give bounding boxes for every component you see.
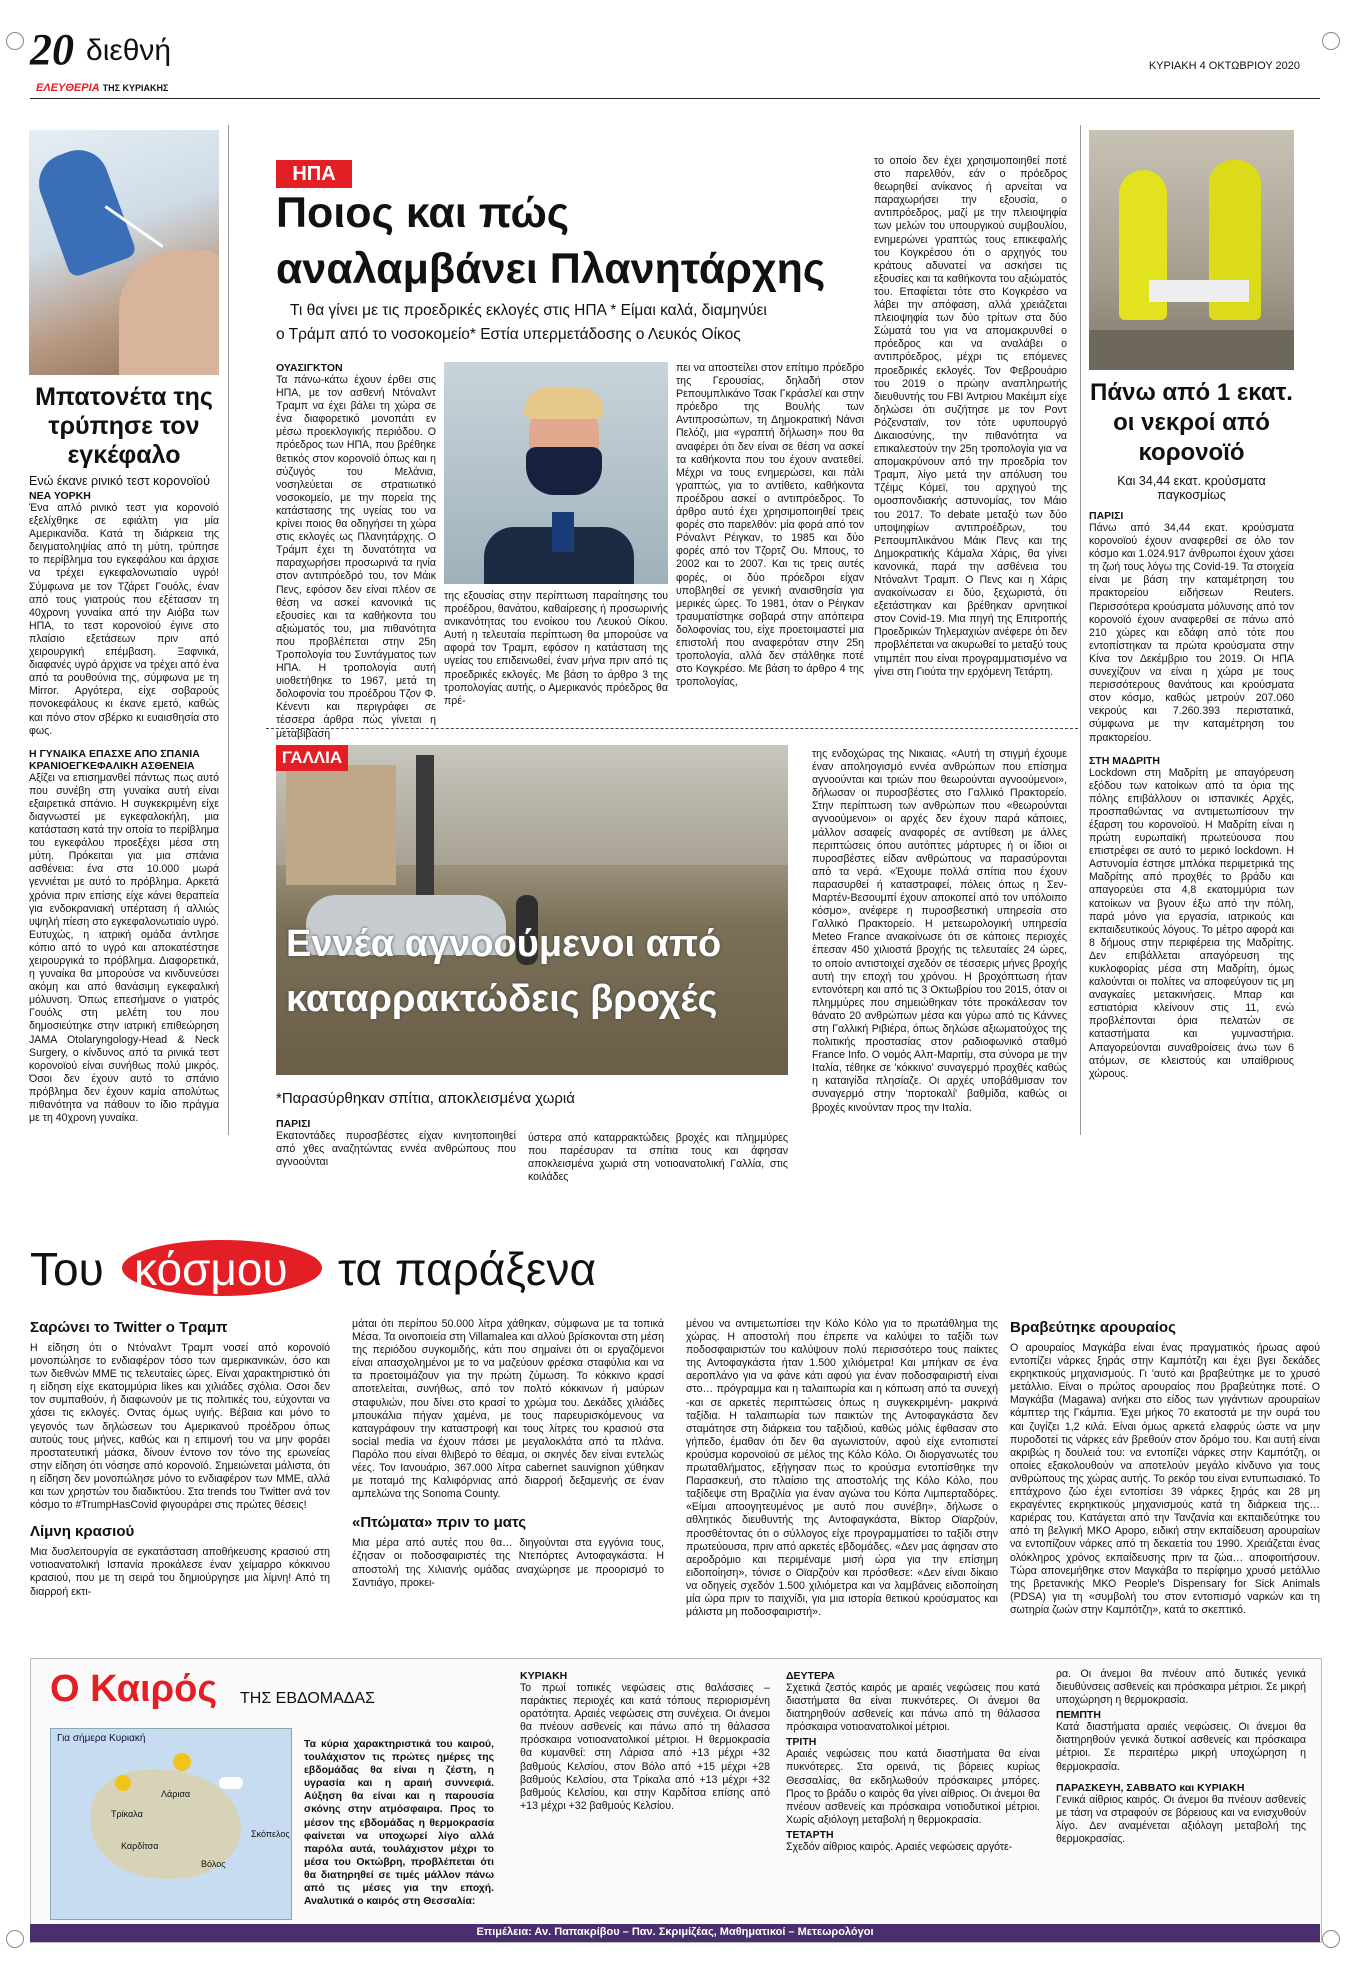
left-subhead: Η ΓΥΝΑΙΚΑ ΕΠΑΣΧΕ ΑΠΟ ΣΠΑΝΙΑ ΚΡΑΝΙΟΕΓΚΕΦΑΛΙΚΗ ΑΣΘΕΝΕΙΑ: [29, 747, 200, 772]
right-dateline: ΠΑΡΙΣΙ: [1089, 510, 1124, 522]
oddity-rat-body: Ο αρουραίος Μαγκάβα είναι ένας πραγματικός ήρωας αφού εντοπίζει νάρκες ξηράς στην Καμπότζη και έχει βγει δεκάδες εκρηκτικούς μηχανισμούς. Γι 'αυτό και βραβεύτηκε με το χρυσό μετάλλιο. Είναι ο πρώτος αρουραίος που βραβεύτηκε ποτέ. Ο Μαγκάβα (Magawa) ανήκει στο είδος των γιγάντιων αρουραίων κάμπτερ της Γκάμπια. Έχει μήκος 70 εκατοστά με την ουρά του και ζυγίζει 1,2 κιλά. Είναι όμως αρκετά ελαφρύς ώστε να μην πυροδοτεί τις νάρκες εάν βρεθούν στον δρόμο του. Και αυτή είναι ακριβώς η δουλειά του: να εντοπίζει νάρκες στην Καμπότζη, οι οποίες εξακολουθούν να αποτελούν μεγάλο κίνδυνο για τους ανθρώπους της χώρας αυτής. Το ρεκόρ του είναι εντυπωσιακό. Το επτάχρονο ζώο έχει εντοπίσει 39 νάρκες ξηράς και 28 μη εκραγέντες εκρηκτικούς μηχανισμούς κατά τη διάρκεια της… καριέρας του. Κατάγεται από την Τανζανία και εκπαιδεύτηκε του από τη βελγική ΜΚΟ Apopo, ειδική στην εκπαίδευση αρουραίων να εντοπίζουν νάρκες από τη δεκαετία του 1990. Χρειάζεται ένας ολόκληρος χρόνος εκπαίδευσης πριν τα ζώα… αποφοιτήσουν. Τώρα απονεμήθηκε στον Μαγκάβα το περίφημο χρυσό μετάλλιο της βρετανικής ΜΚΟ People's Dispensary for Sick Animals (PDSA) για τη «συμβολή του στον εντοπισμό ναρκών και τη σωτηρία ζωών στην Καμπότζη», κατά το σκεπτικό.: [1010, 1342, 1320, 1616]
paper-suffix: ΤΗΣ ΚΥΡΙΑΚΗΣ: [102, 83, 169, 93]
france-col-1: [276, 1118, 516, 1169]
weather-intro: [304, 1738, 494, 1908]
weather-day-1-title: ΚΥΡΙΑΚΗ: [520, 1670, 568, 1682]
weather-map: [50, 1728, 292, 1920]
map-label-1: Λάρισα: [161, 1789, 191, 1799]
hazmat-workers-photo: [1089, 130, 1294, 370]
weather-day-5-title: ΠΕΜΠΤΗ: [1056, 1709, 1101, 1722]
right-article: [1089, 378, 1294, 1081]
france-col-1-text: Εκατοντάδες πυροσβέστες είχαν κινητοποιηθεί από χθες αναζητώντας εννέα ανθρώπους που αγνοούνται: [276, 1130, 516, 1169]
paper-name: ΕΛΕΥΘΕΡΙΑ: [36, 82, 100, 94]
weather-col-3: [786, 1668, 1040, 1854]
weather-day-3-title: ΤΡΙΤΗ: [786, 1736, 817, 1749]
swab-test-photo: [29, 130, 219, 375]
usa-title-line1: Ποιος και πώς: [276, 189, 570, 237]
weather-subtitle: ΤΗΣ ΕΒΔΟΜΑΔΑΣ: [240, 1690, 376, 1707]
flood-photo: [276, 745, 788, 1075]
left-article: [29, 383, 219, 1125]
registration-mark-tr: [1322, 32, 1340, 50]
weather-day-1-body: Το πρωί τοπικές νεφώσεις στις θαλάσσιες – παράκτιες περιοχές και κατά τόπους περιορισμένη ορατότητα. Αραιές νεφώσεις στη συνέχεια. Οι άνεμοι θα πνέουν ασθενείς και πάνω από τη θάλασσα πρόσκαιρα νοτιοανατολικοί μέτριοι. Η θερμοκρασία θα κυμανθεί: στη Λάρισα από +13 μέχρι +32 βαθμούς Κελσίου, στον Βόλο από +15 μέχρι +28 βαθμούς Κελσίου, στα Τρίκαλα από +13 μέχρι +32 βαθμούς Κελσίου, και στην Καρδίτσα επίσης από +13 μέχρι +32 βαθμούς Κελσίου.: [520, 1682, 770, 1812]
usa-col-2-text: της εξουσίας στην περίπτωση παραίτησης του προέδρου, θανάτου, καθαίρεσης ή προσωρινής ανικανότητας του ενοίκου του Λευκού Οίκου. Αυτή η τελευταία περίπτωση θα μπορούσε να αφορά τον Τραμπ, εφόσον η κατάσταση της υγείας του επιδεινωθεί, έναν μήνα πριν από τις προεδρικές εκλογές. Με βάση το άρθρο 3 της τροπολογίας αυτής, ο Αμερικανός πρόεδρος θα πρέ-: [444, 590, 668, 707]
usa-col-1: [276, 362, 436, 741]
registration-mark-tl: [6, 32, 24, 50]
weather-day-6-title: ΠΑΡΑΣΚΕΥΗ, ΣΑΒΒΑΤΟ και ΚΥΡΙΑΚΗ: [1056, 1781, 1245, 1794]
usa-col-2: [444, 590, 668, 708]
weather-col-4: [1056, 1668, 1306, 1846]
france-subtitle: *Παρασύρθηκαν σπίτια, αποκλεισμένα χωριά: [276, 1090, 575, 1107]
usa-col-3-text: πει να αποστείλει στον επίτιμο πρόεδρο της Γερουσίας, δηλαδή στον Ρεπουμπλικάνο Τσακ Γκράσλεϊ και στην πρόεδρο της Βουλής των Αντιπροσώπων, τη Δημοκρατική Νάνσι Πελόζι, μια «γραπτή δήλωση» που θα αναφέρει ότι δεν είναι σε θέση να ασκεί τα καθήκοντα που του έχουν ανατεθεί. Μέχρι να τους ενημερώσει, και πάλι γραπτώς, για το αντίθετο, καθήκοντα προέδρου ασκεί ο αντιπρόεδρος. Το άρθρο αυτό έχει χρησιμοποιηθεί τρεις φορές στο παρελθόν: μία φορά από τον Ρόναλντ Ρέιγκαν, το 1985 και δύο φορές από τον Τζορτζ Ου. Μπους, το 2002 και το 2007. Και τις τρεις αυτές φορές, οι δύο πρόεδροι είχαν υποβληθεί σε γενική αναισθησία για μερικές ώρες. Το 1981, όταν ο Ρέιγκαν τραυματίστηκε σοβαρά στην απόπειρα δολοφονίας του, είχε προετοιμαστεί μια επιστολή που αναφερόταν στην 25η τροπολογία, αλλά δεν στάλθηκε ποτέ στο Κογκρέσο. Με βάση το άρθρο 4 της τροπολογίας,: [676, 362, 864, 689]
section-name: διεθνή: [86, 34, 172, 67]
map-label-4: Καρδίτσα: [121, 1841, 159, 1851]
france-title-line1: Εννέα αγνοούμενοι από: [286, 923, 722, 965]
map-label-5: Σκόπελος: [251, 1829, 290, 1839]
weather-day-2-title: ΔΕΥΤΕΡΑ: [786, 1670, 835, 1682]
right-body-1: Πάνω από 34,44 εκατ. κρούσματα κορονοϊού έχουν αναφερθεί σε όλο τον κόσμο και 1.024.917 άνθρωποι έχουν χάσει τη ζωή τους λόγω της Covid-19. Τα στοιχεία είναι με βάση την καταμέτρηση του πρακτορείου ειδήσεων Reuters. Περισσότερα κρούσματα μόλυνσης από τον κορονοϊό έχουν αναφερθεί σε πάνω από 210 χώρες και εδάφη από τότε που εντοπίστηκαν τα πρώτα κρούσματα στην Κίνα τον Δεκέμβριο του 2019. Οι ΗΠΑ συνεχίζουν να είναι η χώρα με τους περισσότερους θανάτους και κρούσματα στον κόσμο, καθώς μετρούν 207.060 νεκρούς και 7.260.393 περιστατικά, σύμφωνα με την καταμέτρηση του πρακτορείου.: [1089, 522, 1294, 744]
header-rule: [30, 98, 1320, 99]
usa-col-4-text: το οποίο δεν έχει χρησιμοποιηθεί ποτέ στο παρελθόν, εάν ο πρόεδρος θεωρηθεί ανίκανος ή αρνείται να παραχωρήσει την εξουσία, ο αντιπρόεδρος, μαζί με την πλειοψηφία των μελών του υπουργικού συμβουλίου, ενημερώνει γραπτώς τους επικεφαλής του Κογκρέσου ότι ο αρχηγός του κράτους αδυνατεί να ασκήσει τις εξουσίες και τα καθήκοντα του αξιώματός του. Επαφίεται τότε στο Κογκρέσο να λάβει την απόφαση, αλλά χρειάζεται πλειοψηφία των δύο τρίτων στα δύο Σώματά του για να απομακρυνθεί ο πρόεδρος και να αναλάβει ο αντιπρόεδρος, μέχρι τις επόμενες προεδρικές εκλογές. Τον Φεβρουάριο του 2019 ο πρώην αναπληρωτής διευθυντής του FBI Άντριου Μακέιμπ είχε δηλώσει ότι συζήτησε με τον Ροντ Ρόζενσταϊν, τον τότε υφυπουργό Δικαιοσύνης, την πιθανότητα να επικαλεστούν την 25η τροπολογία για να απομακρύνουν από την προεδρία τον Τραμπ, λίγο μετά την απόλυση του Τζέιμς Κόμεϊ, του αρχηγού της ομοσπονδιακής αστυνομίας, τον Μάιο του 2017. Το debate μεταξύ των δύο υποψηφίων αντιπροέδρων, του Ρεπουμπλικάνου Μάικ Πενς και της Δημοκρατικής Κάμαλα Χάρις, θα γίνει κανονικά, παρά την ασθένεια του Ντόναλντ Τραμπ. Ο Πενς και η Χάρις ανακοίνωσαν ει δύο, ξεχωριστά, ότι εξετάστηκαν και βρέθηκαν αρνητικοί στον Covid-19. Μια πηγή της Επιτροπής Προεδρικών Τηλεμαχιών ανέφερε ότι δεν προβλέπεται να ακυρωθεί το μεταξύ τους ντιμπέιτ που είναι προγραμματισμένο να γίνει στη Γιούτα την ερχόμενη Τετάρτη.: [874, 155, 1067, 678]
oddity-twitter-title: Σαρώνει το Twitter ο Τραμπ: [30, 1319, 228, 1336]
page-header: [30, 20, 1320, 94]
col-divider-left: [228, 125, 229, 1135]
oddities-col-3: [686, 1318, 998, 1619]
oddity-twitter-body: Η είδηση ότι ο Ντόναλντ Τραμπ νοσεί από κορονοϊό μονοπώλησε το ενδιαφέρον τόσο των αμερικανικών, όσο και των διεθνών ΜΜΕ τις τελευταίες ώρες. Είναι χαρακτηριστικό ότι η είδηση είχε εκατομμύρια likes και χιλιάδες σχόλια. Οσοι δεν τον συμπαθούν, ή διαφωνούν με τις πολιτικές του, εύχονται να χάσει τις εκλογές. Οντας όμως υγιής. Βέβαια και μόνο το γεγονός των δηλώσεων του Αμερικανού προέδρου όπως αυτούς τους μήνες, καθώς και η επιμονή του να μην φοράει προστατευτική μάσκα, δίνουν έντονο τον τόνο της ερωνείας στην είδηση ότι νόσησε από κορονοϊό. Σημειώνεται μάλιστα, ότι η είδηση δεν μονοπώλησε μόνο το ενδιαφέρον των ΜΜΕ, αλλά και των χρηστών του διαδικτύου. Στα trends του Twitter ανά τον κόσμο το #TrumpHasCovid φιγουράρει στις πρώτες θέσεις!: [30, 1342, 330, 1512]
registration-mark-br: [1322, 1930, 1340, 1948]
oddity-corpses-body-cont: μένου να αντιμετωπίσει την Κόλο Κόλο για το πρωτάθλημα της χώρας. Η αποστολή που έπρεπε να καλύψει το ταξίδι των ποδοσφαιριστών του καλύψουν πολύ περισσότερο τους παίκτες της Αντοφαγκάστα ήταν 1.500 χιλιόμετρα! Και μπήκαν σε ένα αεροπλάνο για να φάνε κάτι αφού για έναν ποδοσφαιριστή είναι στο… πρόγραμμα και η ταλαιπωρία και η κόπωση από τα συνεχή -και σε αρκετές περιπτώσεις όπως η συγκεκριμένη- μακρινά ταξίδια. Η ταλαιπωρία των παικτών της Αντοφαγκάστα δεν σταμάτησε στη διάρκεια του ταξιδιού, καθώς μόλις έφθασαν στο γήπεδο, έμαθαν ότι δεν θα αγωνιστούν, αφού είχε εντοπιστεί κρούσμα κορονοϊού σε μέλος της Κόλο Κόλο. Οι διοργανωτές του πρωταθλήματος, εξήγησαν πως το κρούσμα εντοπίσθηκε την Παρασκευή, στο πλαίσιο της αποστολής της Κόλο Κόλο, που ταξίδεψε στη Βραζιλία για έναν αγώνα του Κόπα Λιμπερταδόρες. «Είμαι αποογητευμένος με αυτό που συνέβη», δήλωσε ο αθλητικός διευθυντής της Αντοφαγκάστα, Βίκτορ Οϊαρζούν, προσθέτοντας ότι ο σύλλογος είχε προγραμματίσει το ταξίδι στην πρωτεύουσα, πριν από αρκετές εβδομάδες. «Δεν μας άφησαν στο αεροδρόμιο και περιμέναμε μισή ώρα για την επίσημη ειδοποίηση», τόνισε ο Οϊαρζούν και πρόσθεσε: «Δεν είναι δίκαιο να οδηγείς σχεδόν 1.500 χιλιόμετρα και να λαμβάνεις ειδοποίηση μία ώρα πριν το παιχνίδι, για μια ιστορία θετικού κρούσματος και μάλιστα μη ποδοσφαιριστή».: [686, 1318, 998, 1619]
weather-day-2-body: Σχετικά ζεστός καιρός με αραιές νεφώσεις που κατά διαστήματα θα είναι πυκνότερες. Οι άνεμοι θα διατηρηθούν ασθενείς και πάνω από τη θάλασσα πρόσκαιρα νοτιοανατολικοί μέτριοι.: [786, 1682, 1040, 1734]
usa-col-3: [676, 362, 864, 689]
usa-tag: ΗΠΑ: [276, 160, 352, 188]
paper-name-bar: [36, 82, 168, 96]
right-subhead: ΣΤΗ ΜΑΔΡΙΤΗ: [1089, 754, 1161, 767]
sun-icon: [173, 1753, 191, 1771]
weather-intro-text: Τα κύρια χαρακτηριστικά του καιρού, τουλάχιστον τις πρώτες ημέρες της εβδομάδας θα είναι η ζέστη, η υγρασία και η αραιή συννεφιά. Αύξηση θα είναι και η παρουσία σκόνης στην ατμόσφαιρα. Προς το μέσον της εβδομάδας η θερμοκρασία φαίνεται να υποχωρεί λίγο αλλά παρόλα αυτά, τουλάχιστον μέχρι το μέσα του Οκτώβρη, προβλέπεται ότι θα διατηρηθεί σε τιμές μάλλον πάνω από τις μέσες για την εποχή. Αναλυτικά ο καιρός στη Θεσσαλία:: [304, 1739, 494, 1908]
oddities-col-2: [352, 1318, 664, 1590]
france-col-3-text: της ενδοχώρας της Νικαιας. «Αυτή τη στιγμή έχουμε έναν αποληογισμό εννέα ανθρώπων που επίσημα αγνοούνται και τριών που θεωρούνται αγνοούμενοι», δήλωσαν οι πυροσβέστες στο Γαλλικό Πρακτορείο. Στην περίπτωση των ανθρώπων που «θεωρούνται αγνοούμενοι» οι αρχές δεν έχουν παρά κάποιες, μάλλον ασαφείς αναφορές σε αντίθεση με άλλες περιπτώσεις όπου αυτόπτες μάρτυρες ή οι ίδιοι οι πυροσβέστες είδαν ανθρώπους να παρασύρονται από τα νερά. «Έχουμε πολλά σπίτια που έχουν παρασυρθεί ή καταστραφεί, πόλεις όπως η Σεν-Μαρτέν-Βεσουμπί έχουν αποκοπεί από τον υπόλοιπο κόσμο», ανέφερε η πυροσβεστική υπηρεσία στο Γαλλικό Πρακτορείο. Η μετεωρολογική υπηρεσία Meteo France ανακοίνωσε ότι σε κάποιες περιοχές έπεσαν 450 χιλιοστά βροχής τις τελευταίες 24 ώρες, το οποίο αντιστοιχεί σχεδόν σε τέσσερις μήνες βροχής αυτή την εποχή του χρόνου. Η βροχόπτωση ήταν εντονότερη και από τις 3 Οκτωβρίου του 2015, όταν οι πλημμύρες που σημειώθηκαν τότε προκάλεσαν τον θάνατο 20 ανθρώπων μέσα και γύρω από τις Κάννες στη Γαλλική Ριβιέρα, όπως δηλώσε αξιωματούχος της πολιτικής προστασίας στον ραδιοφωνικό σταθμό France Info. Ο νομός Αλπ-Μαριτίμ, στα σύνορα με την Ιταλία, τέθηκε σε 'κόκκινο' συναγερμό προχθές καθώς η καταιγίδα πλησίαζε. Οι αρχές υποβάθμισαν τον συναγερμό στην 'πορτοκαλί' βαθμίδα, καθώς οι βροχές κινούνταν προς την Ιταλία.: [812, 748, 1067, 1114]
usa-france-separator: [266, 728, 1078, 729]
france-tag: ΓΑΛΛΙΑ: [276, 745, 348, 771]
usa-subtitle-line2: ο Τράμπ από το νοσοκομείο* Εστία υπερμετάδοσης ο Λευκός Οίκος: [276, 326, 741, 343]
france-title-line2: καταρρακτώδεις βροχές: [286, 978, 718, 1020]
oddities-col-1: [30, 1318, 330, 1599]
registration-mark-bl: [6, 1930, 24, 1948]
banner-text-right: τα παράξενα: [338, 1243, 597, 1295]
right-article-title: Πάνω από 1 εκατ. οι νεκροί από κορονοϊό: [1090, 379, 1293, 466]
oddity-rat-title: Βραβεύτηκε αρουραίος: [1010, 1319, 1176, 1336]
map-label-2: Βόλος: [201, 1859, 226, 1869]
france-col-2-text: ύστερα από καταρρακτώδεις βροχές και πλημμύρες που παρέσυραν τα σπίτια τους και άφησαν αποκλεισμένα χωριά στη νοτιοανατολική Γαλλία, στις κοιλάδες: [528, 1132, 788, 1184]
right-body-2: Lockdown στη Μαδρίτη με απαγόρευση εξόδου των κατοίκων από τα όρια της πόλης επιβάλλουν οι ισπανικές Αρχές, προσπαθώντας να αντιμετωπίσουν την έξαρση του κορονοϊού. Η Μαδρίτη είναι η πρώτη ευρωπαϊκή πρωτεύουσα που επιστρέφει σε αυτό το μερικό lockdown. Η Αστυνομία έστησε μπλόκα περιμετρικά της Μαδρίτης από προχθές το βράδυ και απαγορεύει στα 4,8 εκατομμύρια των κατοίκων να βγουν έξω από την πόλη, παρά μόνο για εργασία, ιατρικούς και εκπαιδευτικούς λόγους. Το μέτρο αφορά και 8 δήμους στην περιφέρεια της Μαδρίτης. Δεν επιβάλλεται απαγόρευση της κυκλοφορίας μέσα στη Μαδρίτη, όμως καλούνται οι πολίτες να αποφεύγουν τις μη αναγκαίες μετακινήσεις. Μπαρ και εστιατόρια κλείνουν στις 11, ενώ προβλέπονται όρια πελατών σε καταστήματα και γυμναστήρια. Απαγορεύονται συναθροίσεις άνω των 6 ατόμων, σε κλειστούς και υπαίθριους χώρους.: [1089, 766, 1294, 1080]
left-article-subtitle: Ενώ έκανε ρινικό τεστ κορονοϊού: [29, 474, 210, 488]
left-dateline: ΝΕΑ ΥΟΡΚΗ: [29, 490, 91, 502]
weather-footer-text: Επιμέλεια: Αν. Παπακρίβου – Παν. Σκριμίζέας, Μαθηματικοί – Μετεωρολόγοι: [476, 1926, 874, 1938]
page-number: 20: [30, 25, 74, 74]
oddity-wine-body-cont: μάται ότι περίπου 50.000 λίτρα χάθηκαν, σύμφωνα με τα τοπικά Μέσα. Τα οινοποιεία στη Villamalea και αλλού βρίσκονται στη μέση της περιόδου συγκομιδής, κάτι που σημαίνει ότι οι εργαζόμενοι είναι απασχολημένοι με το να μαζεύουν φρέσκα σταφύλια και να τα προετοιμάζουν για την πρώτη ζύμωση. Το κόκκινο κρασί αποτελείται, συνήθως, από τον πολτό κόκκινων ή μαύρων σταφυλιών, που δίνει στο κρασί το χρώμα του. Δεκάδες χιλιάδες μπουκάλια πήγαν χαμένα, με τους παρευρισκόμενους να καταγράφουν την καταστροφή και τους λίτρες του κρασιού στα social media να έχουν πάσει με μεγαλοκλάτα από τα πλάνα. Παρόλο που είναι θλιβερό το θέαμα, οι σκηνές δεν είναι εντελώς νέες. Τον Ιανουάριο, 367.000 λίτρα cabernet sauvignon χύθηκαν με ποταμό της Καλιφόρνιας από διαρροή δεξαμενής σε έναν αμπελώνα της Sonoma County.: [352, 1318, 664, 1501]
weather-day-3-body: Αραιές νεφώσεις που κατά διαστήματα θα είναι πυκνότερες. Στα ορεινά, τις βόρειες κυρίως Θεσσαλίας, θα εκδηλωθούν πρόσκαιρες μπόρες. Προς το βράδυ ο καιρός θα γίνει αίθριος. Οι άνεμοι θα πνέουν ασθενείς και πρόσκαιρα νοτιοδυτικοί μέτριοι. Χωρίς αξιόλογη μεταβολή η θερμοκρασία.: [786, 1748, 1040, 1826]
map-caption: Για σήμερα Κυριακή: [57, 1733, 146, 1744]
map-label-3: Τρίκαλα: [111, 1809, 143, 1819]
france-col-2: [528, 1132, 788, 1184]
usa-col-4: [874, 155, 1067, 679]
oddities-col-4: [1010, 1318, 1320, 1617]
weather-day-4-title: ΤΕΤΑΡΤΗ: [786, 1828, 834, 1841]
oddity-wine-title: Λίμνη κρασιού: [30, 1523, 135, 1541]
cloud-icon: [219, 1777, 243, 1789]
usa-subtitle-line1: Τι θα γίνει με τις προεδρικές εκλογές στις ΗΠΑ * Είμαι καλά, διαμηνύει: [290, 302, 767, 319]
trump-mask-photo: [444, 362, 668, 584]
oddity-corpses-title: «Πτώματα» πριν το ματς: [352, 1514, 527, 1532]
right-article-subtitle: Και 34,44 εκατ. κρούσματα παγκοσμίως: [1117, 474, 1266, 502]
oddity-corpses-body: Μια μέρα από αυτές που θα… διηγούνται στα εγγόνια τους, έζησαν οι ποδοσφαιριστές της Ντεπόρτες Αντοφαγκάστα. Η αποστολή της Χιλιανής ομάδας αναχώρησε με προορισμό το Σαντιάγο, προκει-: [352, 1537, 664, 1589]
oddities-banner: [30, 1238, 630, 1300]
left-article-title: Μπατονέτα της τρύπησε τον εγκέφαλο: [35, 383, 213, 469]
banner-text-highlight: κόσμου: [134, 1243, 288, 1295]
usa-dateline: ΟΥΑΣΙΓΚΤΟΝ: [276, 362, 343, 374]
france-dateline: ΠΑΡΙΣΙ: [276, 1118, 311, 1130]
sun-icon: [115, 1775, 131, 1791]
weather-day-4-cont: ρα. Οι άνεμοι θα πνέουν από δυτικές γενικά διευθύνσεις ασθενείς και πρόσκαιρα μέτριοι. Σε μικρή υποχώρηση η θερμοκρασία.: [1056, 1668, 1306, 1707]
weather-day-5-body: Κατά διαστήματα αραιές νεφώσεις. Οι άνεμοι θα διατηρηθούν γενικά δυτικοί ασθενείς και πρόσκαιρα μέτριοι. Σε περαιτέρω μικρή υποχώρηση η θερμοκρασία.: [1056, 1721, 1306, 1773]
left-body-2: Αξίζει να επισημανθεί πάντως πως αυτό που συνέβη στη γυναίκα αυτή είναι εξαιρετικά σπάνιο. Η συγκεκριμένη είχε διαγνωστεί με εγκεφαλοκήλη, μια κατάσταση κατά την οποία το περίβλημα του εγκεφάλου προεξέχει μέσα στη μύτη. Πρόκειται για μια σπάνια ασθένεια: ένα στα 10.000 μωρά γεννιέται με αυτό το πρόβλημα. Αρκετά χρόνια πριν επίσης είχε κάνει θεραπεία για ενδοκρανιακή υπέρταση ή αλλιώς υψηλή πίεση στο εγκεφαλονωτιαίο υγρό. Ευτυχώς, η ιατρική ομάδα άντλησε κόπιο από το υγρό και αποκατέστησε χειρουργικά το πρόβλημα. Διαφορετικά, η γυναίκα θα μπορούσε να κινδυνεύσει ακόμη και από θανάσιμη εγκεφαλική μόλυνση. Όπως επεσήμανε ο γιατρός Γουόλς στη μελέτη του που δημοσιεύτηκε στην ιατρική επιθεώρηση JAMA Otolaryngology-Head & Neck Surgery, ο κίνδυνος από τα ρινικά τεστ κορονοϊού είναι συνήθως πολύ μικρός. Όσοι δεν έχουν αυτό το σπάνιο πρόβλημα δεν έχουν καμία απολύτως πιθανότητα να πάθουν το ίδιο πράγμα με τη 40χρονη γυναίκα.: [29, 771, 219, 1125]
issue-date: ΚΥΡΙΑΚΗ 4 ΟΚΤΩΒΡΙΟΥ 2020: [1148, 60, 1300, 72]
weather-day-6-body: Γενικά αίθριος καιρός. Οι άνεμοι θα πνέουν ασθενείς με τάση να στραφούν σε βόρειους και να ενισχυθούν λίγο. Δεν αναμένεται αξιόλογη μεταβολή της θερμοκρασίας.: [1056, 1793, 1306, 1845]
france-col-3: [812, 748, 1067, 1115]
weather-col-2: [520, 1668, 770, 1813]
usa-title-line2: αναλαμβάνει Πλανητάρχης: [276, 245, 826, 293]
col-divider-right: [1080, 125, 1081, 1135]
weather-title: Ο Καιρός: [50, 1668, 218, 1710]
usa-col-1-text: Τα πάνω-κάτω έχουν έρθει στις ΗΠΑ, με τον ασθενή Ντόναλντ Τραμπ να έχει βάλει τη χώρα σε ένα διαφορετικό μονοπάτι εν μέσω προεκλογικής περιόδου. Ο πρόεδρος των ΗΠΑ, που βρέθηκε θετικός στον κορονοϊό όπως και η σύζυγός του Μελάνια, νοσηλεύεται σε στρατιωτικό νοσοκομείο, με την πορεία της κατάστασης της υγείας του να κρίνει ποιος θα οδηγήσει τη χώρα στις εκλογές ως Πλανητάρχης. Ο Τράμπ έχει τη δυνατότητα να παραχωρήσει προσωρινά τα ηνία στον αντιπρόεδρό του, τον Μάικ Πενς, εφόσον δεν είναι πλέον σε θέση να ασκεί κανονικά τις εξουσίες και τα καθήκοντα του αξιώματός του, μια πιθανότητα που προβλέπεται στην 25η Τροπολογία του Συντάγματος των ΗΠΑ. Η τροπολογία αυτή υιοθετήθηκε το 1967, μετά τη δολοφονία του προέδρου Τζον Φ. Κένεντι και περιγράφει σε τέσσερα άρθρα πώς γίνεται η μεταβίβαση: [276, 374, 436, 740]
left-body-1: Ένα απλό ρινικό τεστ για κορονοϊό εξελίχθηκε σε εφιάλτη για μία Αμερικανίδα. Κατά τη διάρκεια της δειγματοληψίας από τη μύτη, τρύπησε το περίβλημα του εγκεφάλου και άρχισε να τρέχει εγκεφαλονωτιαίο υγρό! Σύμφωνα με τον Τζάρετ Γουόλς, έναν από τους γιατρούς που εξέτασαν τη 40χρονη γυναίκα από την Αιόβα των ΗΠΑ, το τεστ κορονοϊού έγινε στο πλαίσιο εξετάσεων πριν από χειρουργική επέμβαση. Ξαφνικά, διαφανές υγρό άρχισε να τρέχει από ένα από τα ρουθούνια της, σύμφωνα με τη Mirror. Αργότερα, είχε σοβαρούς πονοκεφάλους κι έκανε εμετό, καθώς και πόνο στον σβέρκο κι ευαισθησία στο φως.: [29, 502, 219, 737]
oddity-wine-body: Μια δυσλειτουργία σε εγκατάσταση αποθήκευσης κρασιού στη νοτιοανατολική Ισπανία προκάλεσε έναν χείμαρρο κόκκινου κρασιού, που με τη σειρά του δημιούργησε μια λίμνη! Από τη διαρροή εκτι-: [30, 1546, 330, 1598]
weather-day-4-body: Σχεδόν αίθριος καιρός. Αραιές νεφώσεις αργότε-: [786, 1840, 1013, 1853]
banner-text-left: Του: [30, 1243, 104, 1295]
